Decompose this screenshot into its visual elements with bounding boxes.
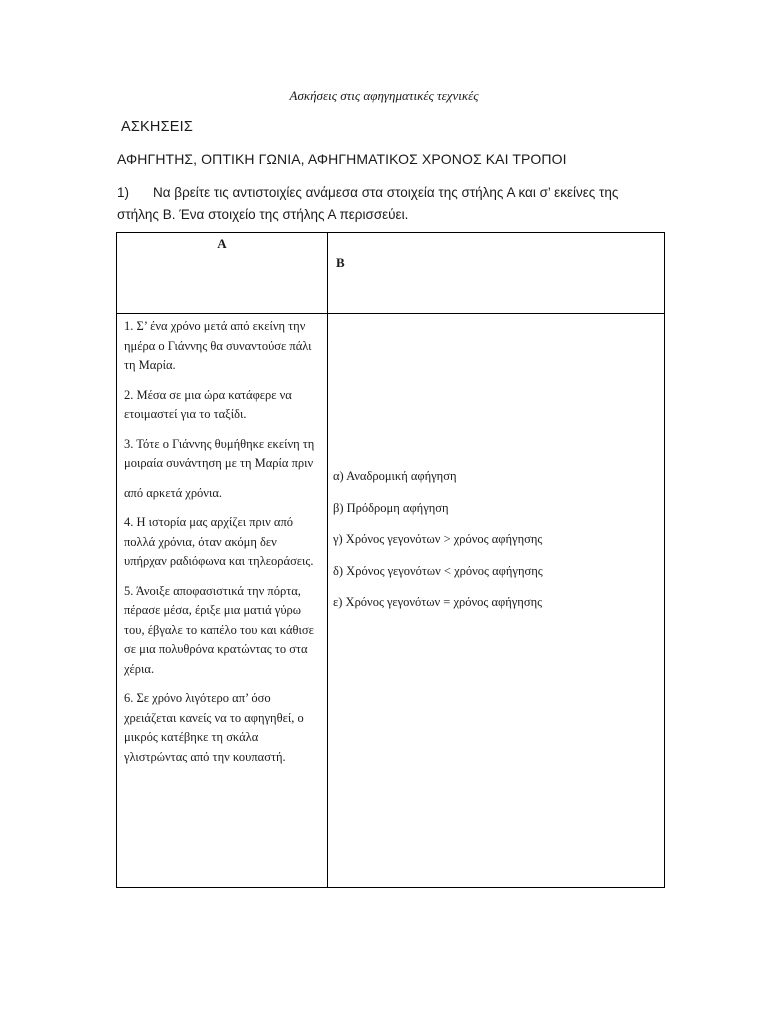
exercise-text: Να βρείτε τις αντιστοιχίες ανάμεσα στα στοιχεία της στήλης Α και σ’ εκείνες της στήλης Β. Ένα στοιχείο της στήλης Α περισσεύει.	[117, 185, 619, 222]
column-a	[124, 317, 320, 777]
column-a-item: 1. Σ’ ένα χρόνο μετά από εκείνη την ημέρα ο Γιάννης θα συναντούσε πάλι τη Μαρία.	[124, 319, 312, 372]
column-b-item: β) Πρόδρομη αφήγηση	[333, 500, 449, 515]
column-a-item: 6. Σε χρόνο λιγότερο απ’ όσο χρειάζεται κανείς να το αφηγηθεί, ο μικρός κατέβηκε τη σκάλα γλιστρώντας από την κουπαστή.	[124, 691, 304, 764]
document-title: Ασκήσεις στις αφηγηματικές τεχνικές	[289, 88, 479, 103]
column-b-item: γ) Χρόνος γεγονότων > χρόνος αφήγησης	[333, 532, 543, 546]
matching-table	[116, 232, 665, 888]
exercise-number: 1)	[117, 185, 130, 200]
column-a-item: 5. Άνοιξε αποφασιστικά την πόρτα, πέρασε μέσα, έριξε μια ματιά γύρω του, έβγαλε το καπέλο του και κάθισε σε μια πολυθρόνα κρατώντας το στα χέρια.	[124, 583, 314, 676]
column-a-header: Α	[217, 236, 227, 251]
exercise-instruction	[117, 182, 657, 226]
section-heading: ΑΣΚΗΣΕΙΣ	[121, 119, 194, 135]
column-divider	[327, 233, 328, 887]
column-a-item: από αρκετά χρόνια.	[124, 485, 222, 500]
header-divider	[117, 313, 664, 314]
column-a-item: 2. Μέσα σε μια ώρα κατάφερε να ετοιμαστεί για το ταξίδι.	[124, 387, 292, 421]
column-a-item: 3. Τότε ο Γιάννης θυμήθηκε εκείνη τη μοιραία συνάντηση με τη Μαρία πριν	[124, 436, 315, 470]
subheading: ΑΦΗΓΗΤΗΣ, ΟΠΤΙΚΗ ΓΩΝΙΑ, ΑΦΗΓΗΜΑΤΙΚΟΣ ΧΡΟΝΟΣ ΚΑΙ ΤΡΟΠΟΙ	[117, 151, 567, 167]
column-a-item: 4. Η ιστορία μας αρχίζει πριν από πολλά χρόνια, όταν ακόμη δεν υπήρχαν ραδιόφωνα και τηλεοράσεις.	[124, 515, 314, 568]
column-b-item: δ) Χρόνος γεγονότων < χρόνος αφήγησης	[333, 563, 543, 578]
column-b-item: ε) Χρόνος γεγονότων = χρόνος αφήγησης	[333, 595, 543, 609]
column-b-item: α) Αναδρομική αφήγηση	[333, 469, 457, 483]
column-b-header: Β	[336, 255, 345, 270]
column-b	[333, 467, 659, 625]
